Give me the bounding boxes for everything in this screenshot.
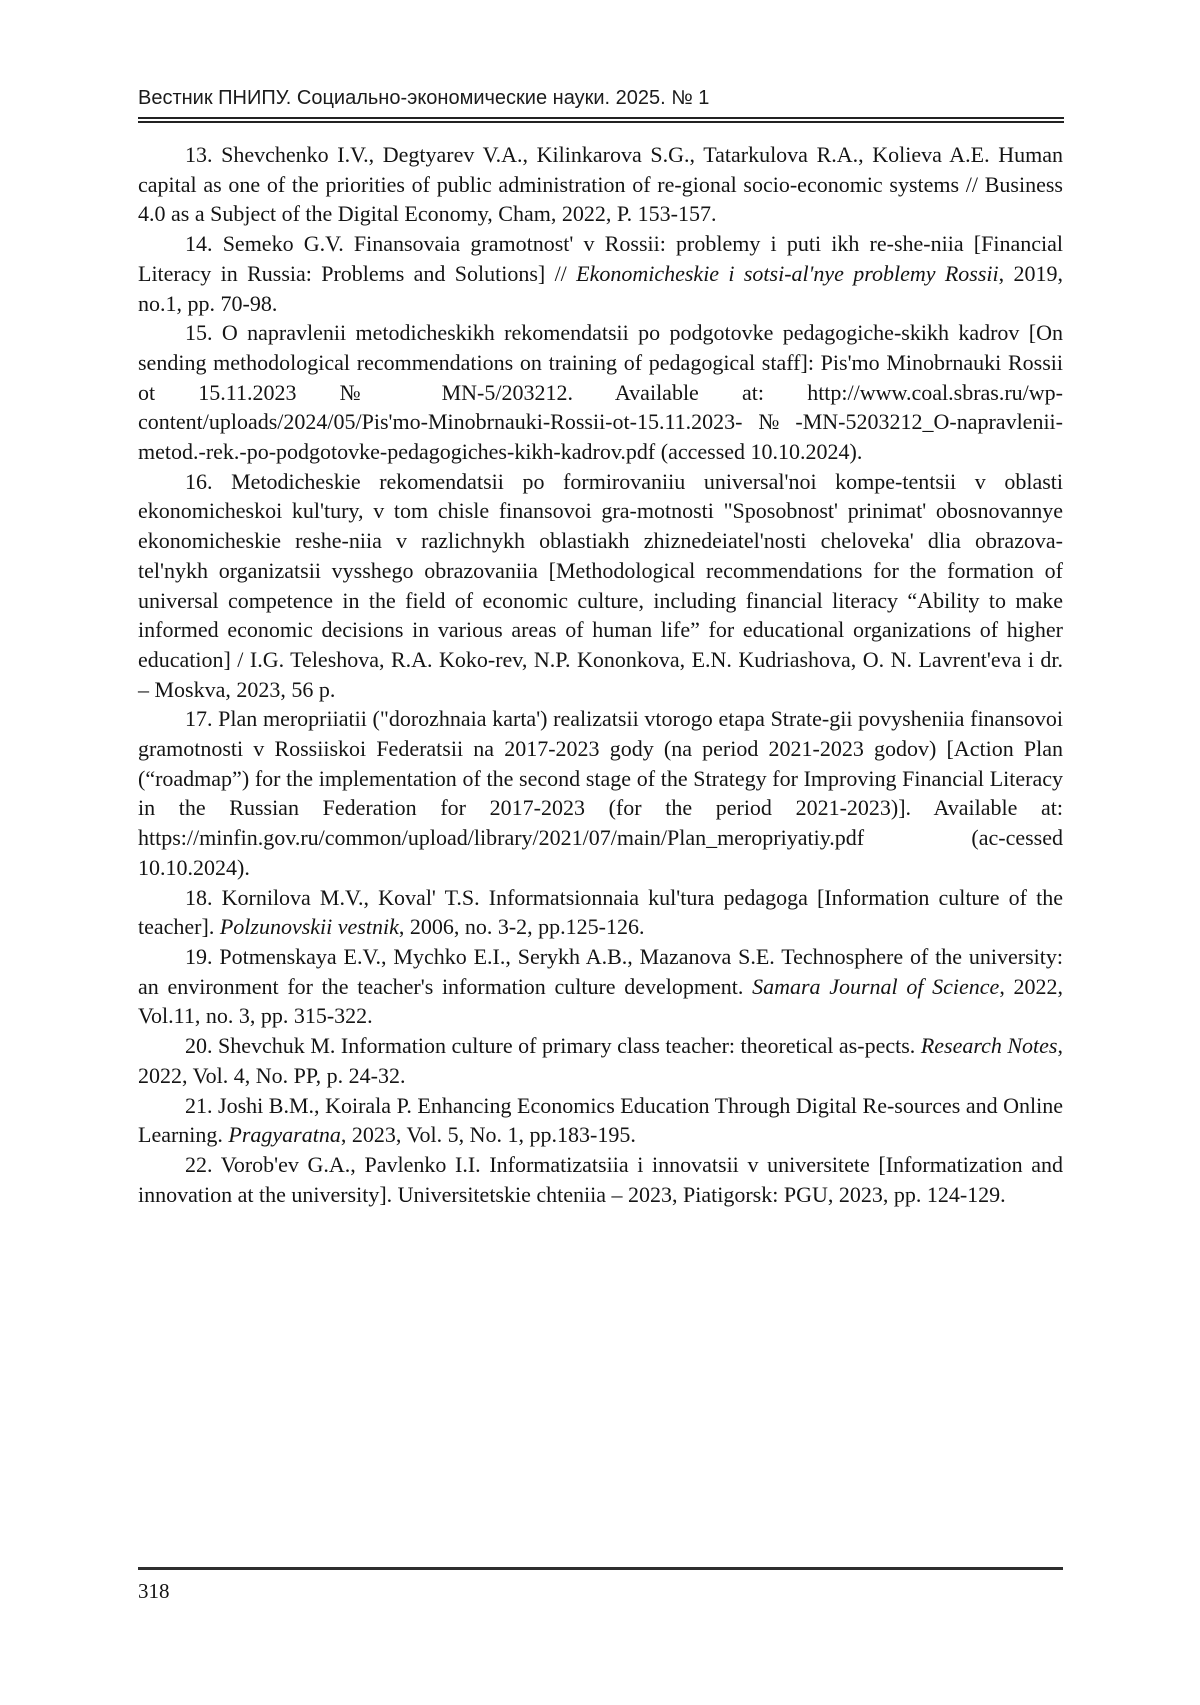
header-rule (138, 117, 1064, 123)
reference-journal-title: Samara Journal of Science (752, 973, 1000, 999)
references-list (138, 140, 1063, 1209)
reference-text: , 2023, Vol. 5, No. 1, pp.183-195. (340, 1122, 636, 1148)
reference-text: 17. Plan meropriiatii ("dorozhnaia karta') realizatsii vtorogo etapa Strate-gii povysheniia finansovoi gramotnosti v Rossiiskoi Federatsii na 2017-2023 gody (na period 2021-2023 godov) [Action Plan (“roadmap”) for the implementation of the second stage of the Strategy for Improving Financial Literacy in the Russian Federation for 2017-2023 (for the period 2021-2023)]. Available at: https://minfin.gov.ru/common/upload/library/2021/07/main/Plan_meropriyatiy.pdf (ac-cessed 10.10.2024). (138, 706, 1063, 880)
reference-item (138, 1091, 1063, 1150)
reference-text: , 2022, Vol.11, no. 3, pp. 315-322. (138, 973, 1063, 1029)
reference-text: 15. O napravlenii metodicheskikh rekomendatsii po podgotovke pedagogiche-skikh kadrov [On sending methodological recommendations on training of pedagogical staff]: Pis'mo Minobrnauki Rossii ot 15.11.2023 № MN-5/203212. Available at: http://www.coal.sbras.ru/wp-content/uploads/2024/05/Pis'mo-Minobrnauki-Rossii-ot-15.11.2023-№-MN-5203212_O-napravlenii-metod.-rek.-po-podgotovke-pedagogiches-kikh-kadrov.pdf (accessed 10.10.2024). (138, 320, 1063, 465)
reference-text: 20. Shevchuk M. Information culture of primary class teacher: theoretical as-pects. (185, 1033, 921, 1059)
reference-text: 22. Vorob'ev G.A., Pavlenko I.I. Informatizatsiia i innovatsii v universitete [Informatization and innovation at the university]. Universitetskie chteniia – 2023, Piatigorsk: PGU, 2023, pp. 124-129. (138, 1151, 1063, 1207)
reference-text: , 2022, Vol. 4, No. PP, p. 24-32. (138, 1033, 1063, 1088)
journal-title: Вестник ПНИПУ. Социально-экономические науки. 2025. № 1 (138, 87, 710, 109)
page-number: 318 (138, 1579, 170, 1603)
reference-item (138, 318, 1063, 467)
footer-rule (138, 1567, 1063, 1570)
reference-text: 14. Semeko G.V. Finansovaia gramotnost' v Rossii: problemy i puti ikh re-she-niia [Financial Literacy in Russia: Problems and Solutions] // (138, 231, 1063, 286)
reference-item (138, 229, 1063, 318)
reference-text: 18. Kornilova M.V., Koval' T.S. Informatsionnaia kul'tura pedagoga [Information culture of the teacher]. (138, 884, 1063, 940)
reference-item (138, 140, 1063, 229)
reference-text: , 2006, no. 3-2, pp.125-126. (398, 914, 645, 940)
reference-journal-title: Pragyaratna (228, 1122, 341, 1148)
page-footer (138, 1567, 1063, 1603)
reference-text: 16. Metodicheskie rekomendatsii po formirovaniiu universal'noi kompe-tentsii v oblasti ekonomicheskoi kul'tury, v tom chisle finansovoi gra-motnosti "Sposobnost' prinimat' obosnovannye ekonomicheskie reshe-niia v razlichnykh oblastiakh zhiznedeiatel'nosti cheloveka' dlia obrazova-tel'nykh organizatsii vysshego obrazovaniia [Methodological recommendations for the formation of universal competence in the field of economic culture, including financial literacy “Ability to make informed economic decisions in various areas of human life” for educational organizations of higher education] / I.G. Teleshova, R.A. Koko-rev, N.P. Kononkova, E.N. Kudriashova, O. N. Lavrent'eva i dr. – Moskva, 2023, 56 p. (138, 468, 1063, 702)
running-header (138, 87, 1064, 123)
reference-journal-title: Polzunovskii vestnik (219, 914, 399, 940)
reference-journal-title: Research Notes (920, 1033, 1058, 1059)
reference-item (138, 704, 1063, 882)
reference-item (138, 1031, 1063, 1090)
reference-item (138, 1150, 1063, 1209)
reference-item (138, 883, 1063, 942)
reference-text: 21. Joshi B.M., Koirala P. Enhancing Economics Education Through Digital Re-sources and Online Learning. (138, 1092, 1063, 1148)
reference-text: , 2019, no.1, pp. 70-98. (138, 260, 1063, 316)
reference-journal-title: Ekonomicheskie i sotsi-al'nye problemy Rossii (576, 260, 999, 286)
reference-item (138, 467, 1063, 705)
reference-item (138, 942, 1063, 1031)
reference-text: 13. Shevchenko I.V., Degtyarev V.A., Kilinkarova S.G., Tatarkulova R.A., Kolieva A.E. Human capital as one of the priorities of public administration of re-gional socio-economic systems // Business 4.0 as a Subject of the Digital Economy, Cham, 2022, P. 153-157. (138, 142, 1063, 227)
reference-text: 19. Potmenskaya E.V., Mychko E.I., Serykh A.B., Mazanova S.E. Technosphere of the university: an environment for the teacher's information culture development. (138, 943, 1063, 999)
